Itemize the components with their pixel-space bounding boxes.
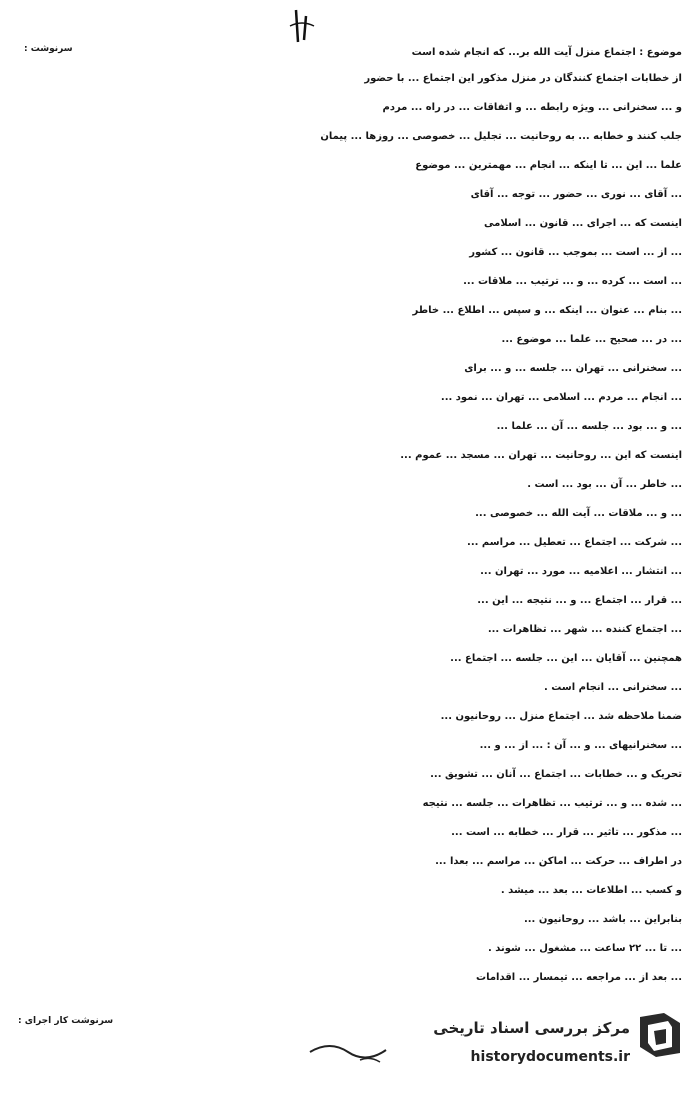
document-line: جلب کنند و خطابه ... به روحانیت ... تجلیل ... خصوصی ... روزها ... پیمان [320,131,682,142]
watermark [388,1007,688,1077]
document-line: تحریک و ... خطابات ... اجتماع ... آنان ... تشویق ... [430,769,682,780]
top-handwritten-mark [282,6,322,46]
document-line: ضمنا ملاحظه شد ... اجتماع منزل ... روحانیون ... [440,711,682,722]
document-line: علما ... این ... تا اینکه ... انجام ... مهمترین ... موضوع [415,160,682,171]
document-line: و کسب ... اطلاعات ... بعد ... میشد . [500,885,682,896]
document-line: همچنین ... آقایان ... این ... جلسه ... اجتماع ... [450,653,682,664]
document-line: ... اجتماع کننده ... شهر ... تظاهرات ... [487,624,682,635]
heading-label: سرنوشت : [24,44,73,54]
document-line: ... خاطر ... آن ... بود ... است . [527,479,682,490]
document-line: ... شده ... و ... ترتیب ... تظاهرات ... جلسه ... نتیجه [422,798,682,809]
document-line: ... و ... ملاقات ... آیت الله ... خصوصی ... [475,508,682,519]
watermark-title: مرکز بررسی اسناد تاریخی [433,1019,630,1037]
document-line: ... سخنرانی ... تهران ... جلسه ... و ... برای [464,363,682,374]
document-line: ... در ... صحیح ... علما ... موضوع ... [501,334,682,345]
document-line: ... قرار ... اجتماع ... و ... نتیجه ... این ... [477,595,682,606]
document-line: ... بعد از ... مراجعه ... تیمسار ... اقدامات [476,972,682,983]
document-line: ... تا ... ۲۲ ساعت ... مشغول ... شوند . [487,943,682,954]
document-line: ... و ... بود ... جلسه ... آن ... علما ... [496,421,682,432]
document-line: ... انتشار ... اعلامیه ... مورد ... تهران ... [480,566,682,577]
document-line: ... سخنرانیهای ... و ... آن : ... از ... و ... [479,740,682,751]
document-line: اینست که این ... روحانیت ... تهران ... مسجد ... عموم ... [400,450,682,461]
document-line: ... بنام ... عنوان ... اینکه ... و سپس ... اطلاع ... خاطر [412,305,682,316]
document-line: ... انجام ... مردم ... اسلامی ... تهران ... نمود ... [440,392,682,403]
watermark-url: historydocuments.ir [470,1049,630,1065]
document-line: ... است ... کرده ... و ... ترتیب ... ملاقات ... [463,276,682,287]
document-line: و ... سخنرانی ... ویژه رابطه ... و اتفاقات ... در راه ... مردم [382,102,682,113]
document-line: اینست که ... اجرای ... قانون ... اسلامی [484,218,682,229]
document-line: در اطراف ... حرکت ... اماکن ... مراسم ... بعدا ... [435,856,682,867]
document-line: ... سخنرانی ... انجام است . [544,682,682,693]
document-line: ... از ... است ... بموجب ... قانون ... کشور [469,247,682,258]
document-line: ... آقای ... نوری ... حضور ... توجه ... آقای [470,189,682,200]
document-line: ... مذکور ... تاثیر ... قرار ... خطابه ... است ... [451,827,682,838]
archive-logo-icon [634,1009,686,1061]
document-line: ... شرکت ... اجتماع ... تعطیل ... مراسم ... [467,537,682,548]
document-line: بنابراین ... باشد ... روحانیون ... [523,914,682,925]
document-line: موضوع : اجتماع منزل آیت الله بر... که انجام شده است [411,47,682,58]
closing-label: سرنوشت کار اجرای : [18,1016,114,1026]
document-line: از خطابات اجتماع کنندگان در منزل مذکور این اجتماع ... با حضور [364,73,682,84]
